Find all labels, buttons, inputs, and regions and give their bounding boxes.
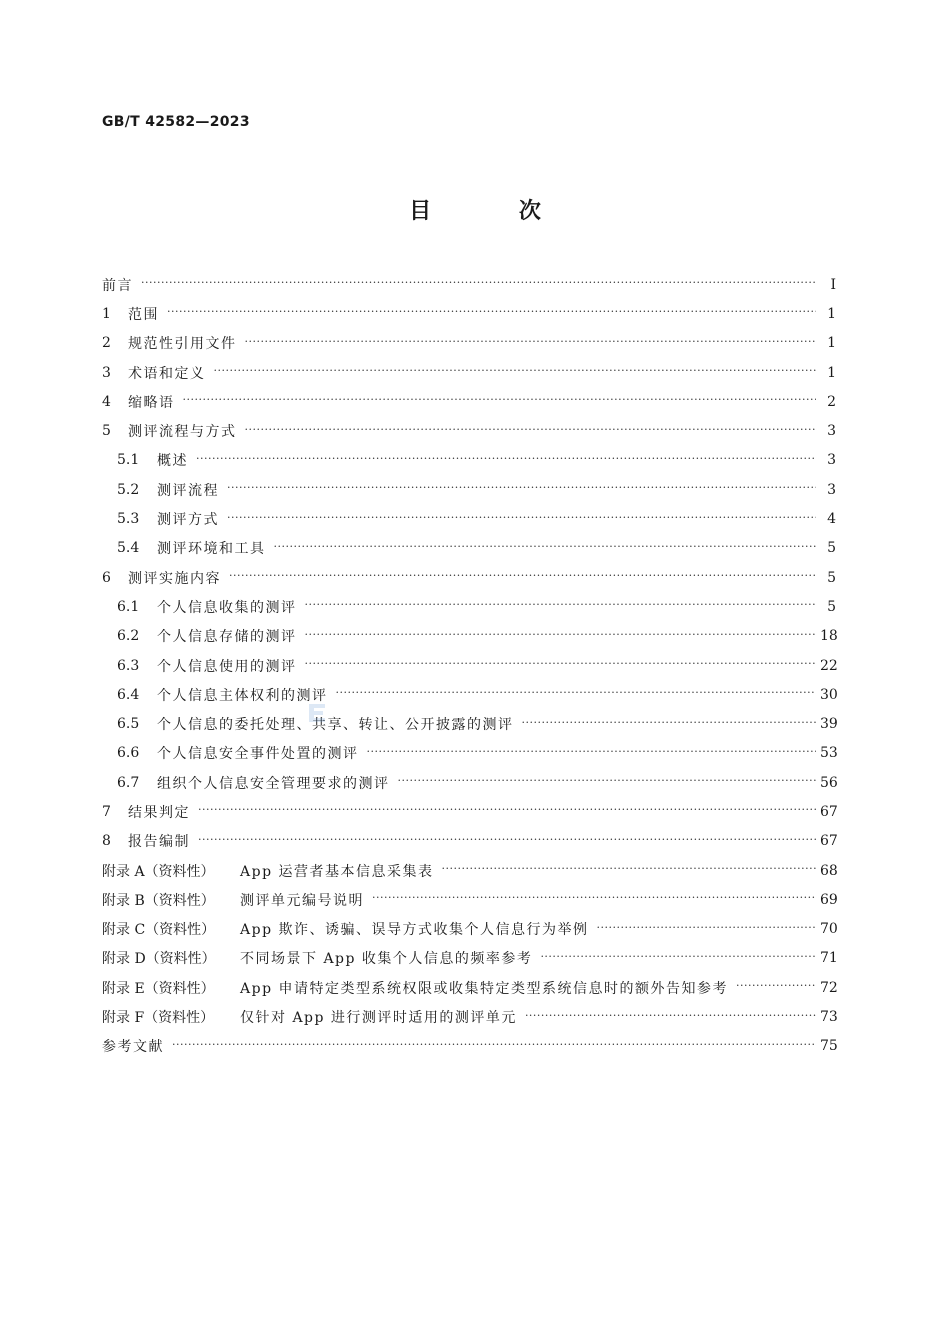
toc-entry-number: 3 xyxy=(102,364,111,381)
toc-dot-leader xyxy=(540,950,816,963)
toc-entry-page: 22 xyxy=(820,657,838,674)
toc-entry-title: 规范性引用文件 xyxy=(128,336,237,353)
toc-entry-number: 6.7 xyxy=(117,774,140,791)
toc-entry[interactable] xyxy=(102,270,836,299)
toc-entry[interactable] xyxy=(102,651,836,680)
toc-entry-page: 1 xyxy=(827,364,836,381)
toc-entry-page: 75 xyxy=(820,1038,838,1055)
toc-entry-page: 2 xyxy=(827,393,836,410)
toc-entry-page: 30 xyxy=(820,686,838,703)
toc-entry-title: 缩略语 xyxy=(128,394,175,411)
toc-entry-number: 附录 A（资料性） xyxy=(102,863,215,880)
toc-dot-leader xyxy=(198,833,816,846)
toc-entry-title: 测评环境和工具 xyxy=(157,541,266,558)
toc-entry-title: 报告编制 xyxy=(128,834,190,851)
toc-entry[interactable] xyxy=(102,973,836,1002)
toc-entry-number: 附录 B（资料性） xyxy=(102,892,215,909)
toc-entry[interactable] xyxy=(102,797,836,826)
toc-entry-number: 5 xyxy=(102,423,111,440)
toc-entry-title: 组织个人信息安全管理要求的测评 xyxy=(157,775,390,792)
toc-entry[interactable] xyxy=(102,299,836,328)
toc-entry[interactable] xyxy=(102,885,836,914)
toc-entry-title: App 欺诈、诱骗、误导方式收集个人信息行为举例 xyxy=(240,922,589,939)
toc-entry-title: 个人信息存储的测评 xyxy=(157,629,297,646)
toc-entry-page: 18 xyxy=(820,628,838,645)
toc-dot-leader xyxy=(398,774,817,787)
toc-entry-number: 2 xyxy=(102,335,111,352)
toc-dot-leader xyxy=(227,511,816,524)
toc-entry[interactable] xyxy=(102,592,836,621)
toc-entry-number: 6.4 xyxy=(117,686,140,703)
toc-entry-page: 1 xyxy=(827,335,836,352)
toc-dot-leader xyxy=(525,1009,816,1022)
toc-dot-leader xyxy=(336,686,817,699)
toc-entry-title: 前言 xyxy=(102,277,133,294)
toc-entry-page: 56 xyxy=(820,774,838,791)
toc-entry[interactable] xyxy=(102,680,836,709)
toc-entry-page: 39 xyxy=(820,716,838,733)
toc-dot-leader xyxy=(245,335,817,348)
toc-entry[interactable] xyxy=(102,739,836,768)
toc-entry-number: 附录 E（资料性） xyxy=(102,980,215,997)
toc-entry-number: 6.1 xyxy=(117,598,140,615)
toc-entry-page: 53 xyxy=(820,745,838,762)
toc-entry-number: 5.3 xyxy=(117,511,140,528)
toc-entry[interactable] xyxy=(102,709,836,738)
toc-entry-title: 个人信息的委托处理、共享、转让、公开披露的测评 xyxy=(157,717,514,734)
toc-dot-leader xyxy=(214,364,817,377)
toc-entry-page: 73 xyxy=(820,1009,838,1026)
toc-entry-title: 概述 xyxy=(157,453,188,470)
toc-entry-number: 5.4 xyxy=(117,540,140,557)
toc-entry[interactable] xyxy=(102,915,836,944)
toc-entry-title: 测评流程与方式 xyxy=(128,424,237,441)
toc-entry-title: 个人信息安全事件处置的测评 xyxy=(157,746,359,763)
standard-number: GB/T 42582—2023 xyxy=(102,114,250,130)
toc-entry-page: 5 xyxy=(827,540,836,557)
toc-dot-leader xyxy=(305,657,817,670)
toc-dot-leader xyxy=(196,452,816,465)
toc-entry-title: 测评方式 xyxy=(157,512,219,529)
toc-entry-number: 附录 D（资料性） xyxy=(102,951,216,968)
toc-entry[interactable] xyxy=(102,446,836,475)
toc-entry-title: 范围 xyxy=(128,306,159,323)
toc-entry-title: 测评流程 xyxy=(157,482,219,499)
toc-entry-number: 8 xyxy=(102,833,111,850)
table-of-contents xyxy=(102,270,836,1061)
toc-dot-leader xyxy=(172,1038,816,1051)
toc-entry-number: 4 xyxy=(102,393,111,410)
toc-entry-title: App 运营者基本信息采集表 xyxy=(240,863,434,880)
toc-dot-leader xyxy=(229,569,816,582)
toc-entry-title: 不同场景下 App 收集个人信息的频率参考 xyxy=(240,951,533,968)
toc-dot-leader xyxy=(736,979,816,992)
toc-entry[interactable] xyxy=(102,504,836,533)
toc-entry[interactable] xyxy=(102,563,836,592)
toc-entry-page: 70 xyxy=(820,921,838,938)
toc-entry[interactable] xyxy=(102,534,836,563)
toc-entry[interactable] xyxy=(102,416,836,445)
toc-entry-title: 仅针对 App 进行测评时适用的测评单元 xyxy=(240,1010,517,1027)
toc-entry-number: 6 xyxy=(102,569,111,586)
toc-entry-page: 5 xyxy=(827,569,836,586)
toc-dot-leader xyxy=(167,305,816,318)
toc-entry[interactable] xyxy=(102,358,836,387)
toc-entry[interactable] xyxy=(102,475,836,504)
toc-entry-page: 4 xyxy=(827,511,836,528)
toc-entry-number: 6.3 xyxy=(117,657,140,674)
toc-entry-title: 测评实施内容 xyxy=(128,570,221,587)
toc-entry[interactable] xyxy=(102,856,836,885)
toc-entry-page: 67 xyxy=(820,833,838,850)
toc-entry-page: 5 xyxy=(827,598,836,615)
toc-entry-title: 个人信息主体权利的测评 xyxy=(157,687,328,704)
toc-entry-number: 6.5 xyxy=(117,716,140,733)
toc-entry-page: 3 xyxy=(827,423,836,440)
toc-entry-number: 附录 F（资料性） xyxy=(102,1010,215,1027)
toc-dot-leader xyxy=(441,862,816,875)
toc-entry-page: 71 xyxy=(820,950,838,967)
toc-dot-leader xyxy=(367,745,817,758)
toc-entry[interactable] xyxy=(102,944,836,973)
toc-dot-leader xyxy=(141,276,816,289)
toc-entry-number: 1 xyxy=(102,305,111,322)
toc-dot-leader xyxy=(183,393,817,406)
page-title: 目 次 xyxy=(409,199,581,224)
toc-entry[interactable] xyxy=(102,1002,836,1031)
toc-dot-leader xyxy=(305,628,817,641)
toc-dot-leader xyxy=(522,716,817,729)
toc-entry[interactable] xyxy=(102,622,836,651)
toc-entry-number: 附录 C（资料性） xyxy=(102,922,216,939)
toc-entry-title: 术语和定义 xyxy=(128,365,206,382)
toc-dot-leader xyxy=(305,598,817,611)
toc-entry-title: 参考文献 xyxy=(102,1039,164,1056)
toc-entry-number: 5.1 xyxy=(117,452,140,469)
toc-entry-number: 5.2 xyxy=(117,481,140,498)
toc-entry-page: 1 xyxy=(827,305,836,322)
toc-entry-page: 3 xyxy=(827,452,836,469)
toc-dot-leader xyxy=(245,423,817,436)
toc-entry-number: 7 xyxy=(102,803,111,820)
toc-entry-page: 3 xyxy=(827,481,836,498)
toc-dot-leader xyxy=(274,540,817,553)
toc-entry-number: 6.6 xyxy=(117,745,140,762)
toc-entry-title: App 申请特定类型系统权限或收集特定类型系统信息时的额外告知参考 xyxy=(240,980,728,997)
toc-entry-title: 测评单元编号说明 xyxy=(240,892,364,909)
toc-entry-page: 69 xyxy=(820,891,838,908)
toc-entry-title: 结果判定 xyxy=(128,804,190,821)
toc-entry-page: 68 xyxy=(820,862,838,879)
toc-entry-page: 72 xyxy=(820,979,838,996)
toc-entry-title: 个人信息使用的测评 xyxy=(157,658,297,675)
toc-entry[interactable] xyxy=(102,1032,836,1061)
toc-entry-number: 6.2 xyxy=(117,628,140,645)
toc-dot-leader xyxy=(198,803,816,816)
toc-entry[interactable] xyxy=(102,329,836,358)
toc-entry[interactable] xyxy=(102,768,836,797)
toc-entry[interactable] xyxy=(102,827,836,856)
toc-dot-leader xyxy=(372,891,816,904)
toc-entry-title: 个人信息收集的测评 xyxy=(157,599,297,616)
toc-entry[interactable] xyxy=(102,387,836,416)
toc-entry-page: 67 xyxy=(820,803,838,820)
toc-entry-page: Ⅰ xyxy=(830,276,836,293)
toc-dot-leader xyxy=(596,921,816,934)
watermark-logo-icon xyxy=(306,700,328,726)
toc-dot-leader xyxy=(227,481,816,494)
